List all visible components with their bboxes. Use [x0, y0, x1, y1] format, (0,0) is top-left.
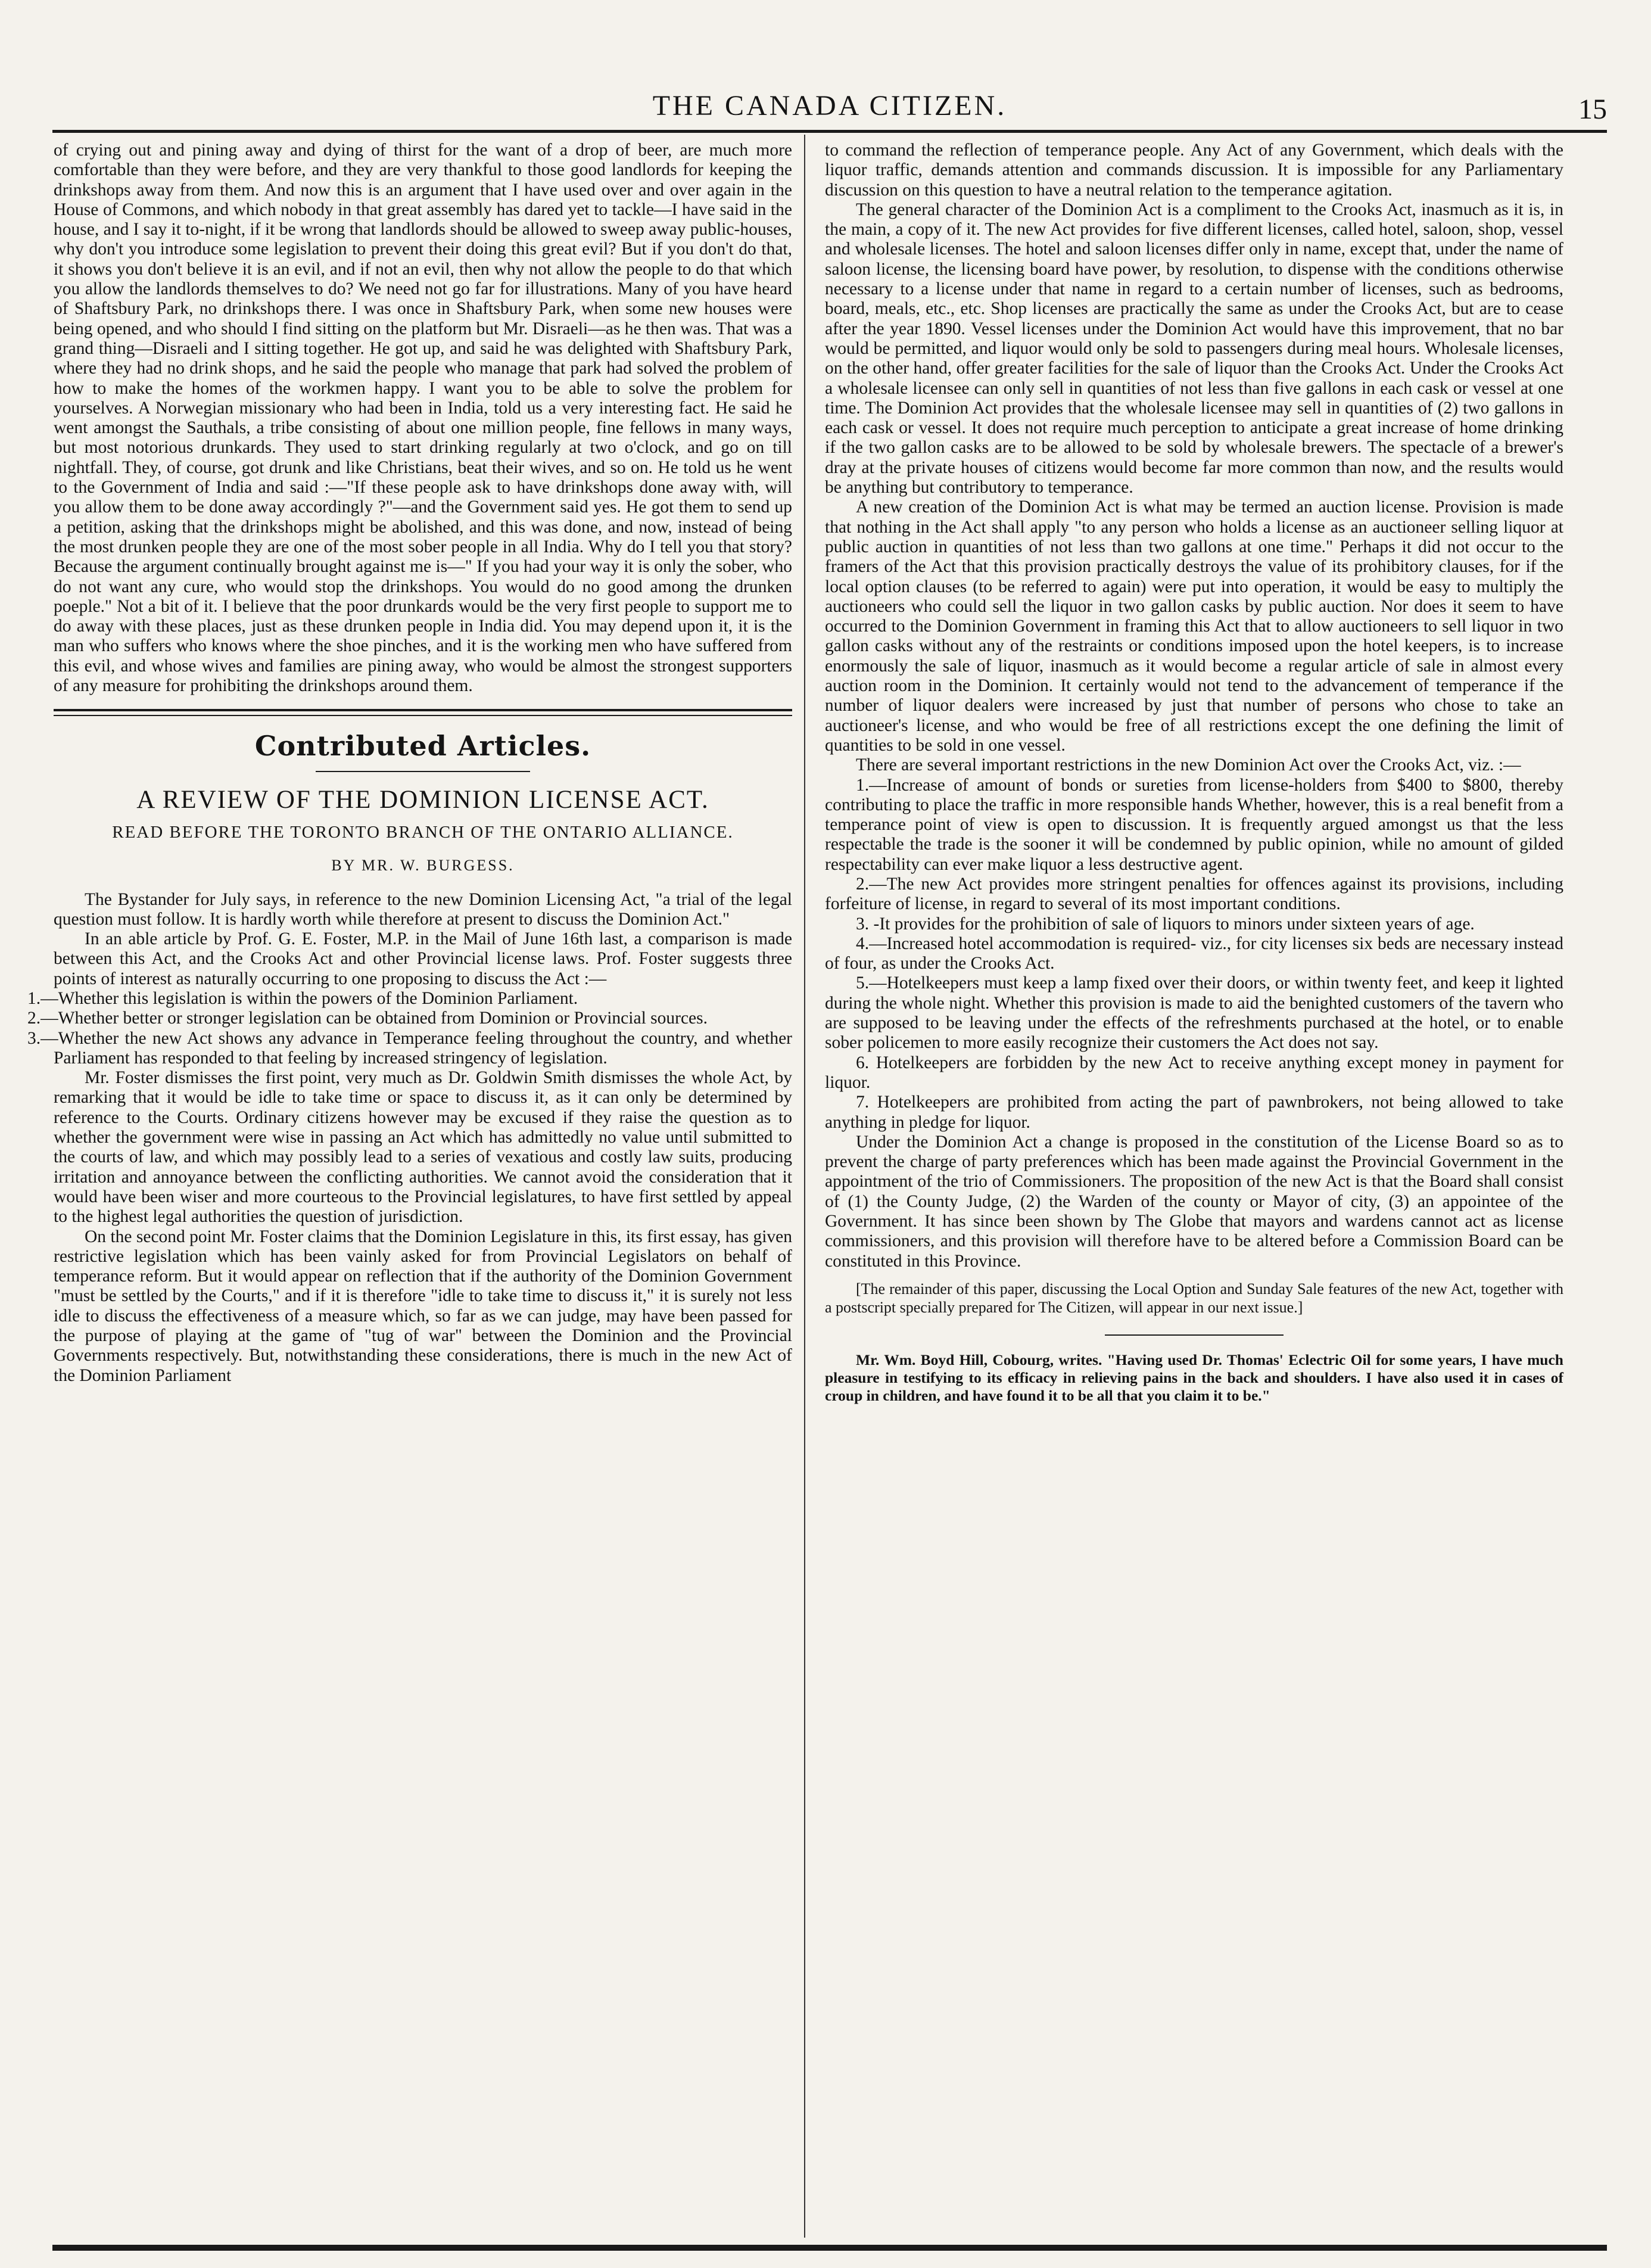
- article-paragraph: The general character of the Dominion Act is a compliment to the Crooks Act, inasmuch as it is, in the main, a copy of it. The new Act provides for five different licenses, called hotel, saloon, shop, vessel and wholesale licenses. The hotel and saloon licenses differ only in name, except that, under the name of saloon license, the licensing board have power, by resolution, to dispense with the conditions otherwise necessary to a license under that name in regard to a certain number of licenses, such as bedrooms, board, meals, etc., etc. Shop licenses are practically the same as under the Crooks Act, but are to cease after the year 1890. Vessel licenses under the Dominion Act would have this improvement, that no bar would be permitted, and liquor would only be sold to passengers during meal hours. Wholesale licenses, on the other hand, offer greater facilities for the sale of liquor than the Crooks Act. Under the Crooks Act a wholesale licensee can only sell in quantities of not less than five gallons in each cask or vessel at one time. The Dominion Act provides that the wholesale licensee may sell in quantities of (2) two gallons in each cask or vessel. It does not require much perception to anticipate a great increase of home drinking if the two gallon casks are to be allowed to be sold by wholesale brewers. The spectacle of a brewer's dray at the private houses of citizens would become far more common than now, and the results would be anything but contributory to temperance.: [825, 200, 1563, 497]
- article-paragraph: There are several important restrictions in the new Dominion Act over the Crooks Act, viz. :—: [856, 755, 1521, 775]
- speech-continuation: of crying out and pining away and dying of thirst for the want of a drop of beer, are much more comfortable than they were before, and they are very thankful to those good landlords for keeping the drinkshops away from them. And now this is an argument that I have used over and over again in the House of Commons, and which nobody in that great assembly has dared yet to tackle—I have said in the house, and I say it to-night, if it be wrong that landlords should be allowed to sweep away public-houses, why don't you introduce some legislation to prevent their doing this great evil? But if you don't do that, it shows you don't believe it is an evil, and if not an evil, then why not allow the people to do that which you allow the landlords themselves to do? We need not go far for illustrations. Many of you have heard of Shaftsbury Park, no drinkshops there. I was once in Shaftsbury Park, when some new houses were being opened, and who should I find sitting on the platform but Mr. Disraeli—as he then was. That was a grand thing—Disraeli and I sitting together. He got up, and said he was delighted with Shaftsbury Park, where they had no drink shops, and he said the people who manage that park had solved the problem of how to make the homes of the workmen happy. I want you to be able to solve the problem for yourselves. A Norwegian missionary who had been in India, told us a very interesting fact. He said he went amongst the Sauthals, a tribe consisting of about one million people, fine fellows in many ways, but most notorious drunkards. They used to start drinking regularly at two o'clock, and go on till nightfall. They, of course, got drunk and like Christians, beat their wives, and so on. He told us he went to the Government of India and said :—"If these people ask to have drinkshops done away with, will you allow them to be done away accordingly ?"—and the Government said yes. He got them to send up a petition, asking that the drinkshops might be abolished, and this was done, and now, instead of being the most drunken people they are one of the most sober people in all India. Why do I tell you that story? Because the argument continually brought against me is—" If you had your way it is only the sober, who do not want any cure, who would stop the drinkshops. You would do no good among the drunken poeple." Not a bit of it. I believe that the poor drunkards would be the very first people to support me to do away with these places, just as these drunken people in India did. You may depend upon it, it is the man who suffers who knows where the shoe pinches, and it is the working men who have suffered from this evil, and whose wives and families are pining away, who would be almost the strongest supporters of any measure for prohibiting the drinkshops around them.: [54, 141, 792, 696]
- numbered-point: 3.—Whether the new Act shows any advance in Temperance feeling throughout the country, and whether Parliament has responded to that feeling by increased stringency of legislation.: [27, 1028, 792, 1068]
- restriction-item: 4.—Increased hotel accommodation is required- viz., for city licenses six beds are necessary instead of four, as under the Crooks Act.: [825, 934, 1563, 973]
- column-divider: [804, 135, 805, 2238]
- restriction-item: 1.—Increase of amount of bonds or sureties from license-holders from $400 to $800, thereby contributing to place the traffic in more responsible hands Whether, however, this is a real benefit from a temperance point of view is open to discussion. It is frequently argued amongst us that the less respectable the trade is the sooner it will be condemned by public opinion, while no amount of gilded respectability can ever make liquor a less destructive agent.: [825, 775, 1563, 874]
- newspaper-title: THE CANADA CITIZEN.: [652, 90, 1007, 122]
- editor-note: [The remainder of this paper, discussing the Local Option and Sunday Sale features of the new Act, together with a postscript specially prepared for The Citizen, will appear in our next issue.]: [825, 1280, 1563, 1316]
- restriction-item: 3. -It provides for the prohibition of sale of liquors to minors under sixteen years of age.: [856, 914, 1475, 934]
- masthead: [52, 89, 1607, 125]
- restriction-item: 7. Hotelkeepers are prohibited from acting the part of pawnbrokers, not being allowed to take anything in pledge for liquor.: [825, 1093, 1563, 1132]
- restriction-item: 6. Hotelkeepers are forbidden by the new Act to receive anything except money in payment for liquor.: [825, 1053, 1563, 1092]
- page-number: 15: [1578, 94, 1607, 125]
- restriction-item: 5.—Hotelkeepers must keep a lamp fixed over their doors, or within twenty feet, and keep it lighted during the whole night. Whether this provision is made to aid the benighted customers of the tavern who are supposed to be leaving under the effects of the refreshments purchased at the hotel, or to enable sober policemen to more easily recognize their customers the Act does not say.: [825, 973, 1563, 1053]
- article-paragraph: The Bystander for July says, in reference to the new Dominion Licensing Act, "a trial of the legal question must follow. It is hardly worth while therefore at present to discuss the Dominion Act.": [54, 889, 792, 929]
- heading-rule: [316, 771, 530, 772]
- section-heading: Contributed Articles.: [254, 730, 591, 763]
- advert-rule: [1105, 1334, 1284, 1336]
- numbered-point: 2.—Whether better or stronger legislation can be obtained from Dominion or Provincial sources.: [27, 1009, 708, 1028]
- left-column: [27, 141, 792, 1386]
- section-divider: [54, 709, 792, 716]
- advertisement: Mr. Wm. Boyd Hill, Cobourg, writes. "Having used Dr. Thomas' Eclectric Oil for some years, I have much pleasure in testifying to its efficacy in relieving pains in the back and shoulders. I have also used it in cases of croup in children, and have found it to be all that you claim it to be.": [825, 1351, 1563, 1404]
- article-paragraph: On the second point Mr. Foster claims that the Dominion Legislature in this, its first essay, has given restrictive legislation which has been vainly asked for from Provincial Legislators on behalf of temperance reform. But it would appear on reflection that if the authority of the Dominion Government "must be settled by the Courts," and if it is therefore "idle to take time to discuss it," it is surely not less idle to discuss the effectiveness of a measure which, so far as we can judge, may have been passed for the purpose of playing at the game of "tug of war" between the Dominion and the Provincial Governments respectively. But, notwithstanding these considerations, there is much in the new Act of the Dominion Parliament: [54, 1227, 792, 1385]
- article-paragraph: Under the Dominion Act a change is proposed in the constitution of the License Board so as to prevent the charge of party preferences which has been made against the Provincial Government in the appointment of the trio of Commissioners. The proposition of the new Act is that the Board shall consist of (1) the County Judge, (2) the Warden of the county or Mayor of city, (3) an appointee of the Government. It has since been shown by The Globe that mayors and wardens cannot act as license commissioners, and this provision will therefore have to be altered before a Commission Board can be constituted in this Province.: [825, 1132, 1563, 1271]
- byline: BY MR. W. BURGESS.: [331, 857, 515, 875]
- article-paragraph: Mr. Foster dismisses the first point, very much as Dr. Goldwin Smith dismisses the whole Act, by remarking that it would be idle to take time or space to discuss it, as it can only be determined by reference to the Courts. Ordinary citizens however may be excused if they raise the question as to whether the government were wise in passing an Act which has admittedly no value until submitted to the courts of law, and which may possibly lead to a series of vexatious and costly law suits, producing irritation and annoyance between the conflicting authorities. We cannot avoid the consideration that it would have been wiser and more courteous to the Provincial legislatures, to have first settled by appeal to the highest legal authorities the question of jurisdiction.: [54, 1068, 792, 1227]
- footer-rule: [52, 2245, 1607, 2251]
- right-column: [825, 141, 1563, 1405]
- article-title: A REVIEW OF THE DOMINION LICENSE ACT.: [136, 785, 709, 814]
- article-subtitle: READ BEFORE THE TORONTO BRANCH OF THE ONTARIO ALLIANCE.: [112, 822, 734, 842]
- article-paragraph: In an able article by Prof. G. E. Foster, M.P. in the Mail of June 16th last, a comparison is made between this Act, and the Crooks Act and other Provincial license laws. Prof. Foster suggests three points of interest as naturally occurring to one proposing to discuss the Act :—: [54, 929, 792, 988]
- article-paragraph: to command the reflection of temperance people. Any Act of any Government, which deals with the liquor traffic, demands attention and commands discussion. It is impossible for any Parliamentary discussion on this question to have a neutral relation to the temperance agitation.: [825, 141, 1563, 200]
- numbered-point: 1.—Whether this legislation is within the powers of the Dominion Parliament.: [27, 988, 578, 1008]
- article-paragraph: A new creation of the Dominion Act is what may be termed an auction license. Provision is made that nothing in the Act shall apply "to any person who holds a license as an auctioneer selling liquor at public auction in quantities of not less than two gallons at one time." Perhaps it did not occur to the framers of the Act that this provision practically destroys the value of its prohibitory clauses, for if the local option clauses (to be referred to again) were put into operation, it would be easy to multiply the auctioneers who could sell the liquor in two gallon casks by public auction. Nor does it seem to have occurred to the Dominion Government in framing this Act that to allow auctioneers to sell liquor in two gallon casks without any of the restraints or conditions imposed upon the hotel keepers, is to increase enormously the sale of liquor, inasmuch as it would become a regular article of sale in almost every auction room in the Dominion. It certainly would not tend to the advancement of temperance if the number of liquor dealers were increased by just that number of persons who chose to take an auctioneer's license, and who would be free of all restrictions except the one defining the limit of quantities to be sold in one vessel.: [825, 497, 1563, 755]
- masthead-rule: [52, 130, 1607, 133]
- restriction-item: 2.—The new Act provides more stringent penalties for offences against its provisions, including forfeiture of license, in regard to several of its most important conditions.: [825, 874, 1563, 914]
